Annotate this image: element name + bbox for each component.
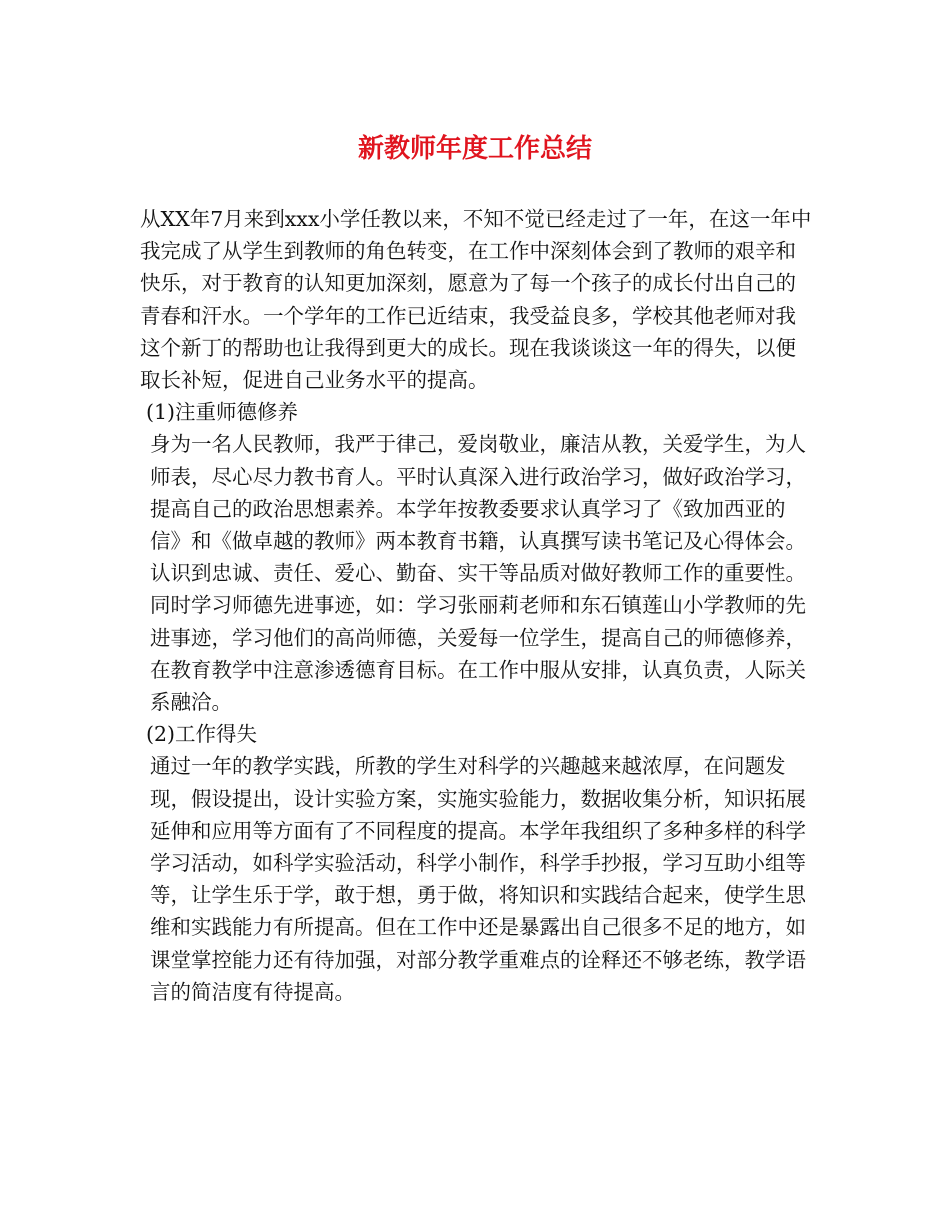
intro-paragraph: 从XX年7月来到xxx小学任教以来，不知不觉已经走过了一年，在这一年中我完成了从学生到教师的角色转变，在工作中深刻体会到了教师的艰辛和快乐，对于教育的认知更加深刻，愿意为了每一个孩子的成长付出自己的青春和汗水。一个学年的工作已近结束，我受益良多，学校其他老师对我这个新丁的帮助也让我得到更大的成长。现在我谈谈这一年的得失，以便取长补短，促进自己业务水平的提高。 <box>140 207 812 393</box>
section-heading-work: (2)工作得失 <box>146 722 258 747</box>
document-title: 新教师年度工作总结 <box>357 134 592 164</box>
document-body <box>140 203 816 1008</box>
section-heading-ethics: (1)注重师德修养 <box>146 400 299 425</box>
work-paragraph: 通过一年的教学实践，所教的学生对科学的兴趣越来越浓厚，在问题发现，假设提出，设计实验方案，实施实验能力，数据收集分析，知识拓展延伸和应用等方面有了不同程度的提高。本学年我组织了多种多样的科学学习活动，如科学实验活动，科学小制作，科学手抄报，学习互助小组等等，让学生乐于学，敢于想，勇于做，将知识和实践结合起来，使学生思维和实践能力有所提高。但在工作中还是暴露出自己很多不足的地方，如课堂掌控能力还有待加强，对部分教学重难点的诠释还不够老练，教学语言的简洁度有待提高。 <box>150 754 806 1004</box>
ethics-paragraph: 身为一名人民教师，我严于律己，爱岗敬业，廉洁从教，关爱学生，为人师表，尽心尽力教书育人。平时认真深入进行政治学习，做好政治学习，提高自己的政治思想素养。本学年按教委要求认真学习了《致加西亚的信》和《做卓越的教师》两本教育书籍，认真撰写读书笔记及心得体会。认识到忠诚、责任、爱心、勤奋、实干等品质对做好教师工作的重要性。同时学习师德先进事迹，如：学习张丽莉老师和东石镇莲山小学教师的先进事迹，学习他们的高尚师德，关爱每一位学生，提高自己的师德修养，在教育教学中注意渗透德育目标。在工作中服从安排，认真负责，人际关系融洽。 <box>150 432 806 715</box>
